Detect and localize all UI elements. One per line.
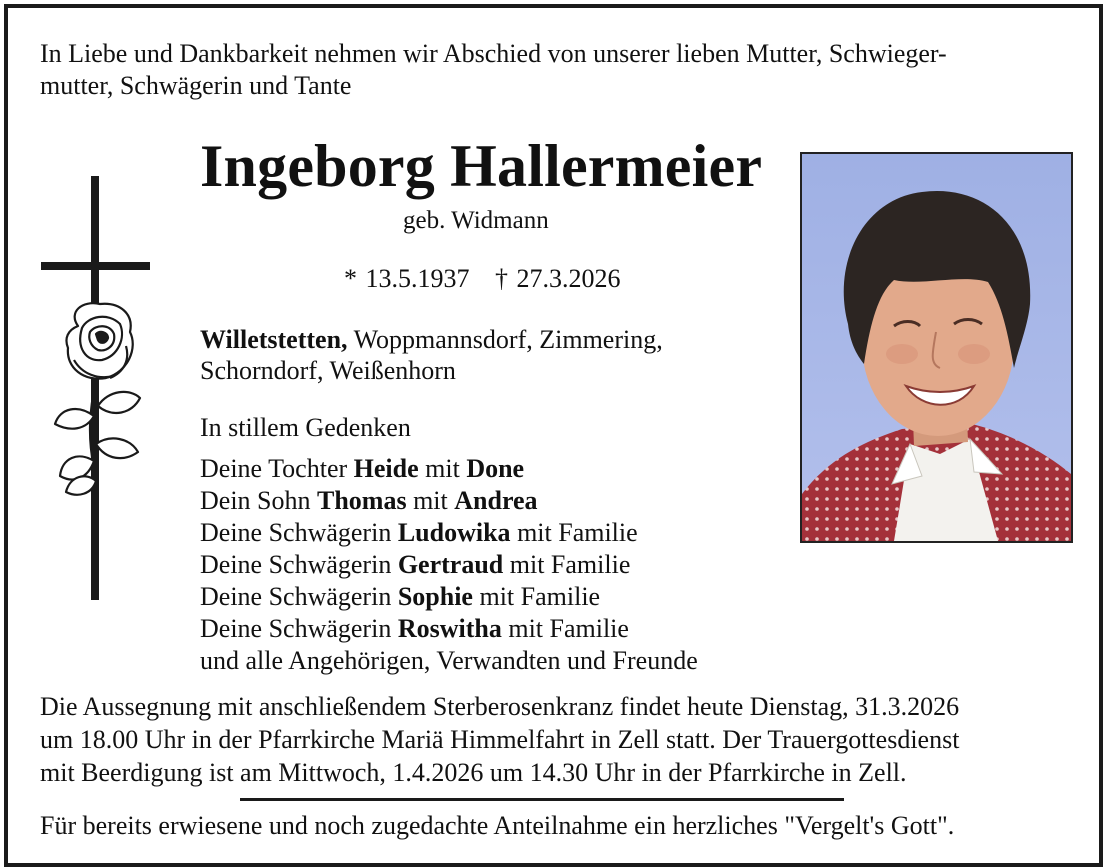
family-member-name: Thomas: [317, 486, 407, 515]
places-line-1: [200, 324, 663, 355]
family-list: [200, 453, 698, 677]
notice-line-1: Die Aussegnung mit anschließendem Sterberosenkranz findet heute Dienstag, 31.3.2026: [40, 692, 960, 721]
cross-with-rose-icon: [38, 176, 158, 600]
places: [200, 324, 663, 386]
family-partner-name: Andrea: [454, 486, 538, 515]
thanks-text: Für bereits erwiesene und noch zugedachte Anteilnahme ein herzliches "Vergelt's Gott".: [40, 811, 955, 840]
family-row: Deine Schwägerin Roswitha mit Familie: [200, 614, 629, 643]
intro-line-2: mutter, Schwägerin und Tante: [40, 71, 352, 100]
funeral-notice: [40, 690, 959, 789]
places-rest: Woppmannsdorf, Zimmering,: [347, 325, 663, 354]
family-row: Dein Sohn Thomas mit Andrea: [200, 486, 538, 515]
family-member-name: Roswitha: [397, 614, 502, 643]
family-member-name: Gertraud: [397, 550, 504, 579]
family-member-name: Ludowika: [397, 518, 511, 547]
notice-line-2: um 18.00 Uhr in der Pfarrkirche Mariä Himmelfahrt in Zell statt. Der Trauergottesdienst: [40, 725, 960, 754]
notice-line-3: mit Beerdigung ist am Mittwoch, 1.4.2026 um 14.30 Uhr in der Pfarrkirche in Zell.: [40, 758, 907, 787]
family-partner-name: Done: [466, 454, 525, 483]
maiden-name: geb. Widmann: [403, 207, 549, 234]
family-row: Deine Tochter Heide mit Done: [200, 454, 525, 483]
place-main: Willetstetten,: [200, 325, 348, 354]
places-line-2: Schorndorf, Weißenhorn: [200, 356, 456, 385]
intro-text: [40, 38, 947, 102]
intro-line-1: In Liebe und Dankbarkeit nehmen wir Abschied von unserer lieben Mutter, Schwieger-: [40, 39, 947, 68]
portrait-photo: [800, 152, 1073, 543]
family-row: Deine Schwägerin Ludowika mit Familie: [200, 518, 638, 547]
family-closing: und alle Angehörigen, Verwandten und Freunde: [200, 646, 698, 675]
divider-line: [240, 798, 844, 801]
family-member-name: Heide: [353, 454, 419, 483]
deceased-name: Ingeborg Hallermeier: [200, 133, 763, 199]
family-member-name: Sophie: [397, 582, 473, 611]
family-row: Deine Schwägerin Sophie mit Familie: [200, 582, 601, 611]
family-row: Deine Schwägerin Gertraud mit Familie: [200, 550, 631, 579]
memory-text: In stillem Gedenken: [200, 413, 411, 442]
life-dates: * 13.5.1937 † 27.3.2026: [344, 264, 621, 293]
